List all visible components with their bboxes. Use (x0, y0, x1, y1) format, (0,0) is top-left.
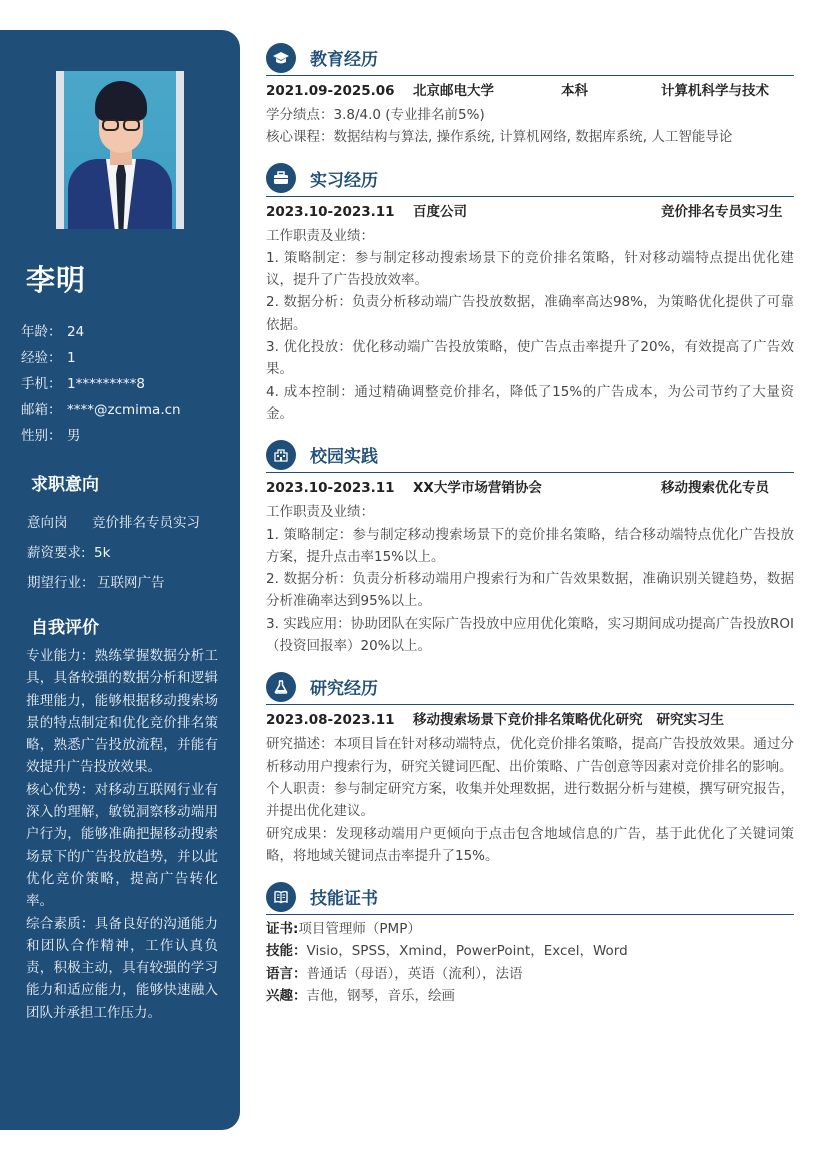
intent-salary (27, 538, 200, 568)
detail-line: 2. 数据分析：负责分析移动端用户搜索行为和广告效果数据，准确识别关键趋势，数据分析准确率达到95%以上。 (266, 571, 794, 610)
intent-value: 5k (94, 545, 111, 561)
entry-header (266, 199, 794, 225)
section-header (266, 669, 794, 705)
info-label: 年龄： (21, 324, 62, 340)
school-name: 北京邮电大学 (413, 83, 494, 99)
job-role: 移动搜索优化专员 (661, 480, 769, 497)
detail-line: 3. 实践应用：协助团队在实际广告投放中应用优化策略，实习期间成功提高广告投放ROI（投资回报率）20%以上。 (266, 615, 794, 655)
section-education (266, 40, 794, 149)
intent-label: 意向岗 (27, 515, 68, 531)
intent-label: 期望行业： (27, 575, 95, 591)
entry-date: 2023.10-2023.11 (266, 203, 395, 220)
entry-date: 2021.09-2025.06 (266, 83, 395, 99)
section-header (266, 437, 794, 473)
education-details (266, 104, 794, 149)
detail-line: 研究成果：发现移动端用户更倾向于点击包含地域信息的广告，基于此优化了关键词策略，将地域关键词点击率提升了15%。 (266, 825, 794, 864)
entry-header (266, 78, 794, 104)
skills-row-interests (266, 985, 794, 1007)
intent-label: 薪资要求: (27, 545, 86, 561)
info-value: 1*********8 (67, 376, 145, 392)
skills-value: Visio，SPSS，Xmind，PowerPoint，Excel，Word (306, 943, 628, 960)
skills-value: 项目管理师（PMP） (298, 921, 421, 938)
info-gender (21, 423, 181, 449)
research-details (266, 733, 794, 867)
section-skills (266, 879, 794, 1007)
project-name: 移动搜索场景下竞价排名策略优化研究 (413, 712, 643, 729)
book-icon (266, 882, 296, 912)
internship-details (266, 225, 794, 426)
detail-line: 3. 优化投放：优化移动端广告投放策略，使广告点击率提升了20%，有效提高了广告效果。 (266, 339, 794, 378)
org-name: XX大学市场营销协会 (413, 480, 542, 497)
detail-line: 2. 数据分析：负责分析移动端广告投放数据，准确率高达98%，为策略优化提供了可靠依据。 (266, 294, 794, 333)
intent-value: 竞价排名专员实习 (92, 515, 200, 531)
info-label: 经验： (21, 350, 62, 366)
section-header (266, 879, 794, 915)
info-value: 24 (67, 324, 85, 340)
info-age (21, 319, 181, 345)
info-value: ****@zcmima.cn (67, 402, 181, 418)
intent-value: 互联网广告 (97, 575, 165, 591)
skills-list (266, 918, 794, 1007)
campus-details (266, 501, 794, 657)
detail-line: 个人职责：参与制定研究方案，收集并处理数据，进行数据分析与建模，撰写研究报告，并提出优化建议。 (266, 780, 794, 820)
section-title: 校园实践 (310, 447, 378, 468)
entry-date: 2023.10-2023.11 (266, 480, 395, 497)
section-title: 实习经历 (310, 170, 378, 191)
avatar-photo (56, 71, 184, 229)
info-label: 手机： (21, 376, 62, 392)
graduation-cap-icon (266, 43, 296, 73)
intent-position (27, 508, 200, 538)
personal-info (21, 319, 181, 449)
detail-line: 研究描述：本项目旨在针对移动端特点，优化竞价排名策略，提高广告投放效果。通过分析移动用户搜索行为，研究关键词匹配、出价策略、广告创意等因素对竞价排名的影响。 (266, 736, 794, 775)
job-role: 竞价排名专员实习生 (661, 203, 783, 220)
skills-label: 语言： (266, 965, 307, 982)
entry-date: 2023.08-2023.11 (266, 712, 395, 729)
skills-row-language (266, 963, 794, 985)
info-value: 男 (67, 428, 81, 444)
building-icon (266, 440, 296, 470)
info-experience (21, 345, 181, 371)
self-eval-text (26, 645, 218, 1024)
entry-header (266, 707, 794, 733)
briefcase-icon (266, 163, 296, 193)
skills-label: 兴趣： (266, 988, 307, 1005)
detail-line: 1. 策略制定：参与制定移动搜索场景下的竞价排名策略，结合移动端特点优化广告投放方案，提升点击率15%以上。 (266, 526, 794, 565)
section-title: 教育经历 (310, 50, 378, 70)
self-eval-paragraph: 专业能力：熟练掌握数据分析工具，具备较强的数据分析和逻辑推理能力，能够根据移动搜索场景的特点制定和优化竞价排名策略，熟悉广告投放流程，并能有效提升广告投放效果。 (26, 648, 218, 776)
flask-icon (266, 672, 296, 702)
info-value: 1 (67, 350, 76, 366)
info-phone (21, 371, 181, 397)
major: 计算机科学与技术 (661, 83, 769, 99)
main-content (266, 40, 794, 1007)
self-eval-paragraph: 核心优势：对移动互联网行业有深入的理解，敏锐洞察移动端用户行为，能够准确把握移动搜索场景下的广告投放趋势，并以此优化竞价策略，提高广告转化率。 (26, 781, 218, 910)
section-campus (266, 437, 794, 657)
detail-line: 4. 成本控制：通过精确调整竞价排名，降低了15%的广告成本，为公司节约了大量资金。 (266, 383, 794, 422)
sidebar (0, 30, 240, 1130)
skills-label: 证书: (266, 921, 299, 938)
company-name: 百度公司 (413, 203, 467, 220)
info-label: 邮箱： (21, 402, 62, 418)
info-email (21, 397, 181, 423)
self-eval-title: 自我评价 (31, 618, 99, 638)
section-title: 研究经历 (310, 679, 378, 700)
job-intent-list (27, 508, 200, 598)
section-title: 技能证书 (310, 889, 378, 910)
section-header (266, 40, 794, 76)
candidate-name: 李明 (26, 263, 87, 297)
detail-line: 工作职责及业绩： (266, 227, 374, 244)
intent-industry (27, 568, 200, 598)
skills-value: 吉他，钢琴，音乐，绘画 (306, 988, 455, 1005)
info-label: 性别： (21, 428, 62, 444)
skills-value: 普通话（母语），英语（流利），法语 (306, 965, 523, 982)
section-research (266, 669, 794, 867)
gpa-line: 学分绩点：3.8/4.0 (专业排名前5%) (266, 107, 485, 123)
skills-row-certificate (266, 918, 794, 940)
detail-line: 1. 策略制定：参与制定移动搜索场景下的竞价排名策略，针对移动端特点提出优化建议，提升了广告投放效率。 (266, 249, 794, 289)
job-role: 研究实习生 (656, 712, 724, 729)
entry-header (266, 475, 794, 501)
detail-line: 工作职责及业绩： (266, 504, 374, 521)
self-eval-paragraph: 综合素质：具备良好的沟通能力和团队合作精神，工作认真负责，积极主动，具有较强的学习能力和适应能力，能够快速融入团队并承担工作压力。 (26, 915, 218, 1021)
degree: 本科 (561, 83, 588, 99)
courses-line: 核心课程：数据结构与算法, 操作系统, 计算机网络, 数据库系统, 人工智能导论 (266, 129, 733, 146)
skills-row-skills (266, 940, 794, 962)
job-intent-title: 求职意向 (31, 475, 99, 495)
skills-label: 技能： (266, 943, 307, 960)
section-header (266, 161, 794, 197)
section-internship (266, 161, 794, 426)
